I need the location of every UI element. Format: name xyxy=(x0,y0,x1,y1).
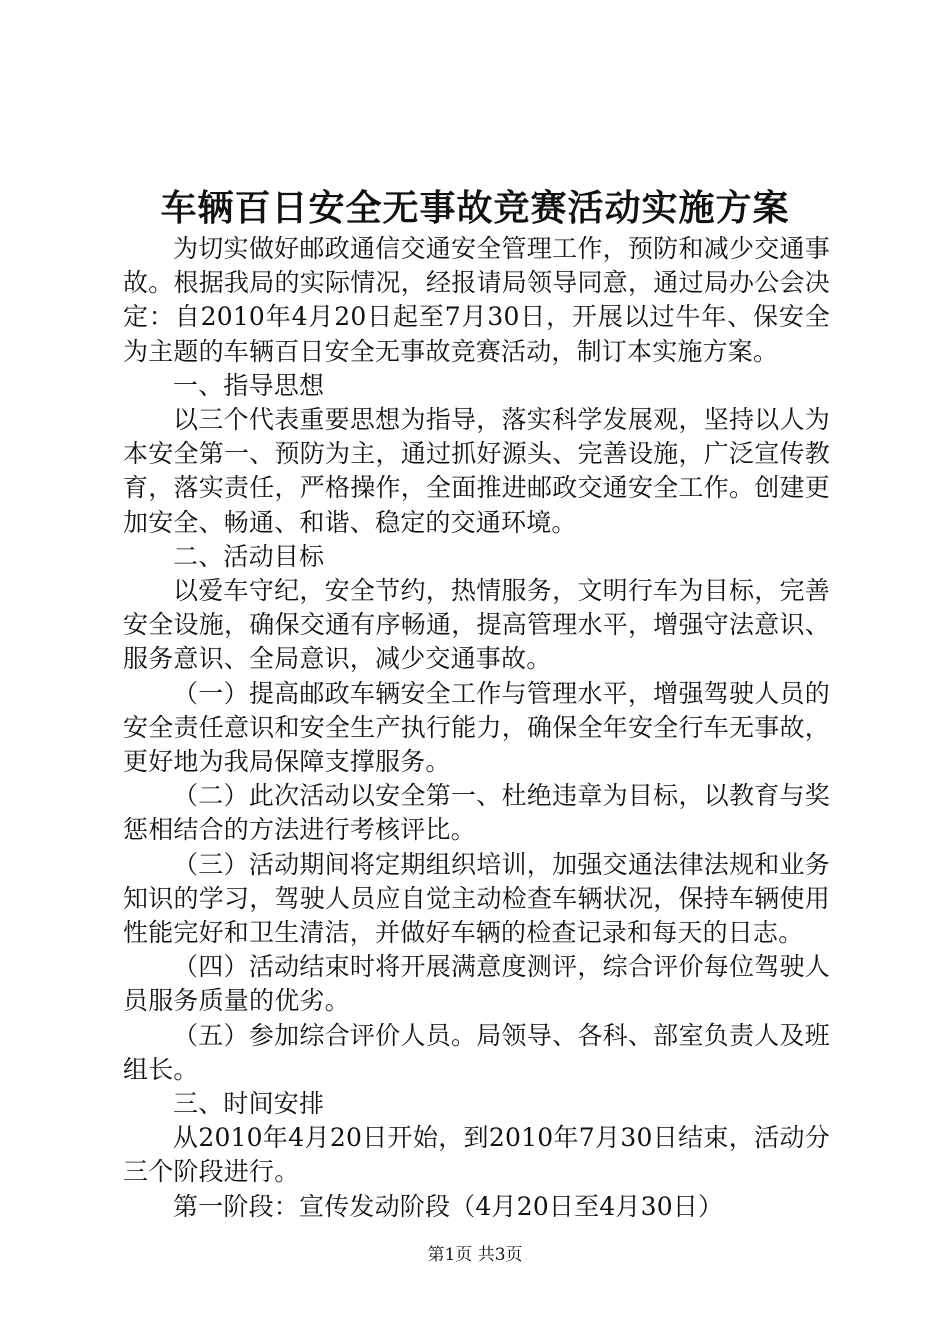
phase-one-paragraph: 第一阶段：宣传发动阶段（4月20日至4月30日） xyxy=(173,1191,724,1221)
document-title: 车辆百日安全无事故竞赛活动实施方案 xyxy=(160,187,790,229)
section-heading-guiding-ideology: 一、指导思想 xyxy=(173,370,325,400)
goal-item-3: （三）活动期间将定期组织培训，加强交通法律法规和业务知识的学习，驾驶人员应自觉主动检查车辆状况，保持车辆使用性能完好和卫生清洁，并做好车辆的检查记录和每天的日志。 xyxy=(123,849,830,948)
activity-goals-paragraph: 以爱车守纪，安全节约，热情服务，文明行车为目标，完善安全设施，确保交通有序畅通，提高管理水平，增强守法意识、服务意识、全局意识，减少交通事故。 xyxy=(123,576,830,674)
section-heading-activity-goals: 二、活动目标 xyxy=(173,541,325,571)
goal-item-4: （四）活动结束时将开展满意度测评，综合评价每位驾驶人员服务质量的优劣。 xyxy=(123,952,830,1016)
page-footer: 第1页 共3页 xyxy=(427,1245,523,1265)
guiding-ideology-paragraph: 以三个代表重要思想为指导，落实科学发展观，坚持以人为本安全第一、预防为主，通过抓好源头、完善设施，广泛宣传教育，落实责任，严格操作，全面推进邮政交通安全工作。创建更加安全、畅通、和谐、稳定的交通环境。 xyxy=(123,405,830,537)
intro-paragraph: 为切实做好邮政通信交通安全管理工作，预防和减少交通事故。根据我局的实际情况，经报请局领导同意，通过局办公会决定：自2010年4月20日起至7月30日，开展以过牛年、保安全为主题的车辆百日安全无事故竞赛活动，制订本实施方案。 xyxy=(123,234,830,366)
schedule-paragraph: 从2010年4月20日开始，到2010年7月30日结束，活动分三个阶段进行。 xyxy=(123,1123,830,1187)
goal-item-5: （五）参加综合评价人员。局领导、各科、部室负责人及班组长。 xyxy=(123,1020,830,1084)
document-body xyxy=(123,232,830,1224)
section-heading-schedule: 三、时间安排 xyxy=(173,1089,325,1119)
goal-item-1: （一）提高邮政车辆安全工作与管理水平，增强驾驶人员的安全责任意识和安全生产执行能力，确保全年安全行车无事故，更好地为我局保障支撑服务。 xyxy=(123,678,830,777)
goal-item-2: （二）此次活动以安全第一、杜绝违章为目标，以教育与奖惩相结合的方法进行考核评比。 xyxy=(123,781,830,845)
